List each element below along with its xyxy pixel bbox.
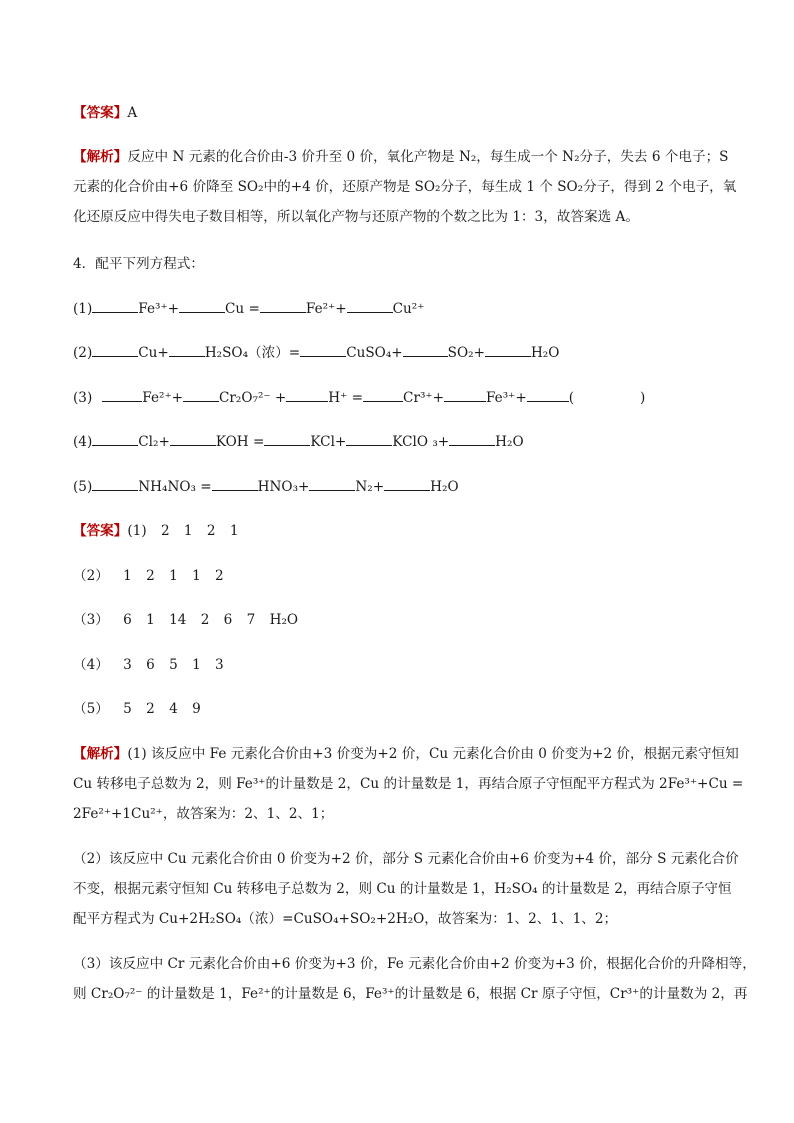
equation-term: Cu+ <box>138 345 169 361</box>
analysis-line-2: 元素的化合价由+6 价降至 SO₂中的+4 价，还原产物是 SO₂分子，每生成 1 个 SO₂分子，得到 2 个电子，氧 <box>73 179 737 195</box>
equation-term: Cu²⁺ <box>392 301 425 317</box>
answer-blank[interactable] <box>485 344 531 357</box>
answer-blank[interactable] <box>347 300 393 313</box>
answer-blank[interactable] <box>403 344 448 357</box>
equation-term: H₂SO₄（浓）= <box>204 345 301 361</box>
answer-blank[interactable] <box>444 389 486 402</box>
equation-term: SO₂+ <box>447 345 485 361</box>
answer-blank[interactable] <box>102 389 142 402</box>
equation-5 <box>73 478 459 496</box>
equation-term: ( <box>568 390 575 406</box>
answer-blank[interactable] <box>92 433 138 446</box>
equation-number: (5) <box>73 479 93 495</box>
answer-blank[interactable] <box>92 344 138 357</box>
answer-blank[interactable] <box>179 300 225 313</box>
answer-blank[interactable] <box>212 478 258 491</box>
answer-blank[interactable] <box>92 300 138 313</box>
answer-blank[interactable] <box>309 478 355 491</box>
analysis-4-line-6: 配平方程式为 Cu+2H₂SO₄（浓）=CuSO₄+SO₂+2H₂O，故答案为：1、2、1、1、2； <box>73 911 618 927</box>
analysis-4-line-4: （2）该反应中 Cu 元素化合价由 0 价变为+2 价，部分 S 元素化合价由+6 价变为+4 价，部分 S 元素化合价 <box>73 851 739 867</box>
equation-term: Cu = <box>225 301 260 317</box>
equation-term: Cr₂O₇²⁻ + <box>219 390 287 406</box>
analysis-4-line-8: 则 Cr₂O₇²⁻ 的计量数是 1，Fe²⁺的计量数是 6，Fe³⁺的计量数是 6，根据 Cr 原子守恒，Cr³⁺的计量数为 2，再 <box>73 986 748 1002</box>
equation-4 <box>73 433 524 451</box>
answer-4-line-3: （3） 6 1 14 2 6 7 H₂O <box>73 612 299 628</box>
answer-blank[interactable] <box>527 389 569 402</box>
equation-term: ) <box>640 390 646 406</box>
answer-blank[interactable] <box>286 389 328 402</box>
analysis-4-line-3: 2Fe²⁺+1Cu²⁺，故答案为：2、1、2、1； <box>73 806 334 822</box>
equation-3 <box>73 389 645 407</box>
answer-4-line-5: （5） 5 2 4 9 <box>73 701 201 717</box>
analysis-4-line-1 <box>73 745 739 763</box>
answer-blank[interactable] <box>300 344 346 357</box>
analysis-text-1: 反应中 N 元素的化合价由-3 价升至 0 价，氧化产物是 N₂，每生成一个 N₂分子，失去 6 个电子；S <box>127 149 729 165</box>
equation-number: (2) <box>73 345 93 361</box>
answer-blank[interactable] <box>170 433 216 446</box>
analysis-tag: 【解析】 <box>73 149 128 165</box>
answer-blank[interactable] <box>264 433 310 446</box>
answer-4-line-2: （2） 1 2 1 1 2 <box>73 568 224 584</box>
answer-blank[interactable] <box>384 478 430 491</box>
answer-blank[interactable] <box>183 389 219 402</box>
equation-term: N₂+ <box>355 479 385 495</box>
analysis-line-1 <box>73 148 728 166</box>
equation-number: (4) <box>73 434 93 450</box>
answer-line-1 <box>73 104 137 122</box>
answer-4-line-4: （4） 3 6 5 1 3 <box>73 657 224 673</box>
question-4-title: 4．配平下列方程式： <box>73 256 204 272</box>
answer-text: (1) 2 1 2 1 <box>127 523 239 539</box>
equation-term: H₂O <box>430 479 459 495</box>
answer-4-line-1 <box>73 522 239 540</box>
answer-blank[interactable] <box>363 389 403 402</box>
equation-term: KClO ₃+ <box>392 434 450 450</box>
answer-blank[interactable] <box>169 344 205 357</box>
equation-term: KCl+ <box>310 434 347 450</box>
equation-term: Fe²⁺+ <box>305 301 347 317</box>
equation-term: HNO₃+ <box>257 479 310 495</box>
equation-term: H₂O <box>495 434 524 450</box>
analysis-tag: 【解析】 <box>73 746 128 762</box>
answer-blank[interactable] <box>92 478 138 491</box>
equation-term: H⁺ = <box>328 390 364 406</box>
equation-term: Cr³⁺+ <box>403 390 444 406</box>
analysis-4-line-7: （3）该反应中 Cr 元素化合价由+6 价变为+3 价，Fe 元素化合价由+2 价变为+3 价，根据化合价的升降相等， <box>73 956 756 972</box>
equation-term: NH₄NO₃ = <box>138 479 212 495</box>
equation-term: H₂O <box>530 345 560 361</box>
equation-number: (3) <box>73 390 93 406</box>
analysis-4-line-5: 不变，根据元素守恒知 Cu 转移电子总数为 2，则 Cu 的计量数是 1，H₂SO₄ 的计量数是 2，再结合原子守恒 <box>73 881 732 897</box>
answer-blank[interactable] <box>346 433 392 446</box>
equation-term: Fe³⁺+ <box>485 390 527 406</box>
equation-2 <box>73 344 559 362</box>
answer-text: A <box>127 105 138 121</box>
equation-term: Fe³⁺+ <box>138 301 180 317</box>
equation-1 <box>73 300 424 318</box>
answer-blank[interactable] <box>260 300 306 313</box>
equation-term: KOH = <box>215 434 265 450</box>
equation-term: Fe²⁺+ <box>142 390 184 406</box>
answer-tag: 【答案】 <box>73 523 128 539</box>
analysis-4-line-2: Cu 转移电子总数为 2，则 Fe³⁺的计量数是 2，Cu 的计量数是 1，再结合原子守恒配平方程式为 2Fe³⁺+Cu = <box>73 776 744 792</box>
analysis-line-3: 化还原反应中得失电子数目相等，所以氧化产物与还原产物的个数之比为 1：3，故答案选 A。 <box>73 209 639 225</box>
analysis-text: (1) 该反应中 Fe 元素化合价由+3 价变为+2 价，Cu 元素化合价由 0 价变为+2 价，根据元素守恒知 <box>127 746 739 762</box>
answer-tag: 【答案】 <box>73 105 128 121</box>
equation-number: (1) <box>73 301 93 317</box>
equation-term: Cl₂+ <box>138 434 170 450</box>
equation-term: CuSO₄+ <box>346 345 403 361</box>
answer-blank[interactable] <box>449 433 495 446</box>
